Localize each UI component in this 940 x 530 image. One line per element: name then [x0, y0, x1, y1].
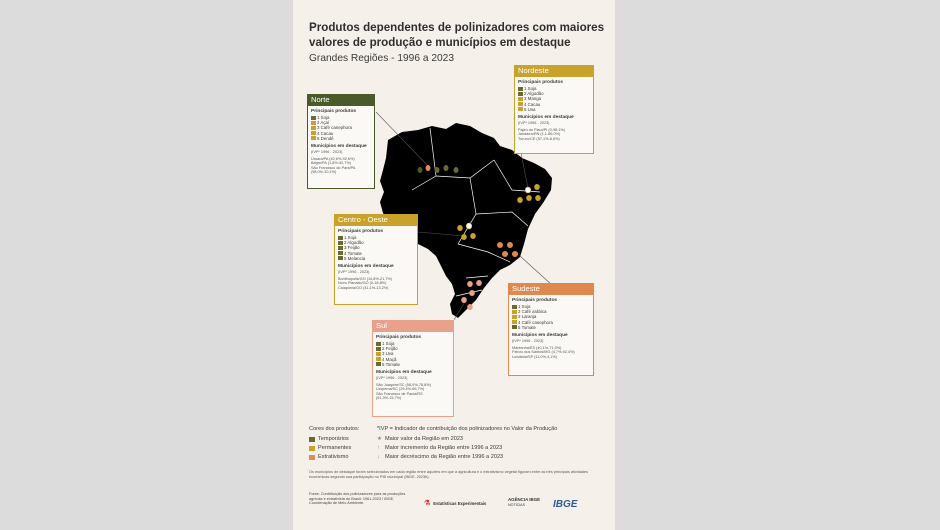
municipio-item: Uruará/PA (42,6%-92,6%)	[311, 156, 355, 161]
product-item: 3 Feijão	[338, 245, 414, 250]
cacau-icon	[518, 102, 523, 106]
uva-icon	[518, 107, 523, 111]
region-header-sul: Sul	[372, 320, 454, 331]
municipio-item: Bagre/PA (1,8%-92,7%)	[311, 161, 352, 166]
region-box-norte	[307, 95, 375, 189]
products-title: Principais produtos	[338, 229, 384, 234]
arrow-up-icon: ↑	[377, 445, 380, 451]
municipio-item: (51,3%-15,7%)	[376, 396, 402, 401]
uva-icon	[376, 352, 381, 356]
region-header-centro-oeste: Centro - Oeste	[334, 214, 418, 225]
municipio-item: (98,0%-10,1%)	[311, 170, 337, 175]
municipio-item: Novo Planalto/GO (0-18,8%)	[338, 281, 387, 286]
product-item: 5 Uva	[518, 107, 590, 112]
product-item: 2 Algodão	[338, 240, 414, 245]
municipios-subtitle: (IVP* 1996 - 2023)	[518, 121, 550, 126]
logo-ibge: IBGE	[553, 499, 578, 510]
soja-icon	[311, 116, 316, 120]
region-header-sudeste: Sudeste	[508, 283, 594, 294]
products-title: Principais produtos	[311, 109, 357, 114]
product-item: 4 Maçã	[376, 357, 450, 362]
region-box-sul	[372, 321, 454, 417]
cafe-arabica-icon	[512, 310, 517, 314]
cacau-icon	[311, 131, 316, 135]
region-header-nordeste: Nordeste	[514, 65, 594, 76]
legend-item-permanentes: Permanentes	[309, 445, 351, 451]
legend-symbol-increase: ↑ Maior incremento da Região entre 1996 a 2023	[377, 445, 503, 451]
ivp-note: *IVP = Indicador de contribuição dos polinizadores no Valor da Produção	[377, 426, 558, 432]
soja-icon	[376, 342, 381, 346]
product-item: 5 Tomate	[376, 362, 450, 367]
dende-icon	[311, 136, 316, 140]
municipio-item: Caiapônia/GO (41,1%-13,2%)	[338, 285, 389, 290]
algodao-icon	[338, 241, 343, 245]
municipios-subtitle: (IVP* 1996 - 2023)	[512, 339, 544, 344]
logo-agencia-ibge: AGÊNCIA IBGE NOTÍCIAS	[508, 497, 541, 507]
source-note: Fonte: Contribuição dos polinizadores para as produções agrícola e extrativista do Brasil: 1961-2023 / IBGE, Coordenação de Meio Ambiente.	[309, 492, 406, 506]
cafe-canephora-icon	[512, 320, 517, 324]
municipio-item: Felício dos Santos/MG (4,7%-92,4%)	[512, 350, 575, 355]
cafe-icon	[311, 126, 316, 130]
temporarios-swatch	[309, 437, 315, 442]
products-title: Principais produtos	[512, 298, 558, 303]
product-item: 2 Algodão	[518, 91, 590, 96]
product-item: 3 Laranja	[512, 314, 590, 319]
product-item: 3 Café canephora	[311, 125, 371, 130]
tomate-icon	[376, 362, 381, 366]
municipio-item: São Joaquim/SC (58,0%-78,8%)	[376, 382, 431, 387]
region-box-nordeste	[514, 66, 594, 154]
municipio-item: São Francisco de Paula/RS	[376, 391, 423, 396]
municipios-title: Municípios em destaque	[376, 370, 432, 376]
municipios-title: Municípios em destaque	[338, 264, 394, 270]
extrativismo-swatch	[309, 455, 315, 460]
product-item: 1 Soja	[311, 115, 371, 120]
feijao-icon	[338, 246, 343, 250]
municipio-item: Pajeú do Piauí/PI (0-98,1%)	[518, 127, 566, 132]
municipios-subtitle: (IVP* 1996 - 2023)	[311, 150, 343, 155]
product-item: 1 Soja	[338, 235, 414, 240]
municipios-subtitle: (IVP* 1996 - 2023)	[338, 270, 370, 275]
flask-icon: ⚗	[424, 500, 431, 507]
soja-icon	[518, 87, 523, 91]
manga-icon	[518, 97, 523, 101]
municipio-item: Luisiânia/SP (11,0%-4,1%)	[512, 354, 558, 359]
product-item: 4 Cacau	[518, 102, 590, 107]
municipio-item: Tururu/CE (57,1%-8,5%)	[518, 136, 560, 141]
soja-icon	[338, 236, 343, 240]
legend-colors-title: Cores dos produtos:	[309, 426, 360, 432]
region-box-sudeste	[508, 284, 594, 376]
region-box-centro-oeste	[334, 215, 418, 305]
products-title: Principais produtos	[518, 80, 564, 85]
methodology-note: Os municípios de destaque foram selecionados em cada região entre aqueles em que a agricultura e o extrativismo vegetal figuram entre as três principais atividades econômicas segundo sua participação no PIB municipal (IBGE, 2023b).	[309, 470, 589, 479]
product-item: 1 Soja	[512, 304, 590, 309]
tomate-icon	[338, 251, 343, 255]
legend-symbol-decrease: ↓ Maior decréscimo da Região entre 1996 a 2023	[377, 454, 504, 460]
municipio-item: Mantenha/ES (40,1%-71,0%)	[512, 345, 562, 350]
algodao-icon	[518, 92, 523, 96]
product-item: 2 Café arábica	[512, 309, 590, 314]
municipio-item: Urupema/SC (29,4%-66,7%)	[376, 387, 425, 392]
product-item: 5 Tomate	[512, 325, 590, 330]
product-item: 1 Soja	[376, 341, 450, 346]
star-icon: ★	[377, 436, 383, 442]
arrow-down-icon: ↓	[377, 454, 380, 460]
melancia-icon	[338, 256, 343, 260]
product-item: 5 Melancia	[338, 256, 414, 261]
product-item: 4 Cacau	[311, 131, 371, 136]
product-item: 4 Café canephora	[512, 320, 590, 325]
legend-item-extrativismo: Extrativismo	[309, 454, 348, 460]
municipios-title: Municípios em destaque	[518, 115, 574, 121]
municipio-item: Jandaíra/RN (1,1-86,0%)	[518, 132, 561, 137]
acai-icon	[311, 121, 316, 125]
product-item: 5 Dendê	[311, 136, 371, 141]
page-title: Produtos dependentes de polinizadores com maiores valores de produção e municípios em destaque	[309, 21, 605, 49]
laranja-icon	[512, 315, 517, 319]
logo-estatisticas-experimentais: ⚗ Estatísticas Experimentais	[424, 500, 487, 507]
maca-icon	[376, 357, 381, 361]
product-item: 2 Açaí	[311, 120, 371, 125]
municipios-title: Municípios em destaque	[311, 144, 367, 150]
page-subtitle: Grandes Regiões - 1996 a 2023	[309, 53, 454, 64]
soja-icon	[512, 305, 517, 309]
municipio-item: Bonfinópolis/GO (10,8%-21,7%)	[338, 276, 393, 281]
municipios-title: Municípios em destaque	[512, 333, 568, 339]
municipios-subtitle: (IVP* 1996 - 2023)	[376, 376, 408, 381]
permanentes-swatch	[309, 446, 315, 451]
product-item: 4 Tomate	[338, 251, 414, 256]
product-item: 2 Feijão	[376, 346, 450, 351]
feijao-icon	[376, 347, 381, 351]
municipio-item: São Francisco do Pará/PA	[311, 165, 356, 170]
legend-item-temporarios: Temporários	[309, 436, 349, 442]
legend-symbol-max: ★ Maior valor da Região em 2023	[377, 436, 464, 442]
product-item: 3 Uva	[376, 351, 450, 356]
products-title: Principais produtos	[376, 335, 422, 340]
tomate-icon	[512, 325, 517, 329]
region-header-norte: Norte	[307, 94, 375, 105]
product-item: 1 Soja	[518, 86, 590, 91]
product-item: 3 Manga	[518, 96, 590, 101]
